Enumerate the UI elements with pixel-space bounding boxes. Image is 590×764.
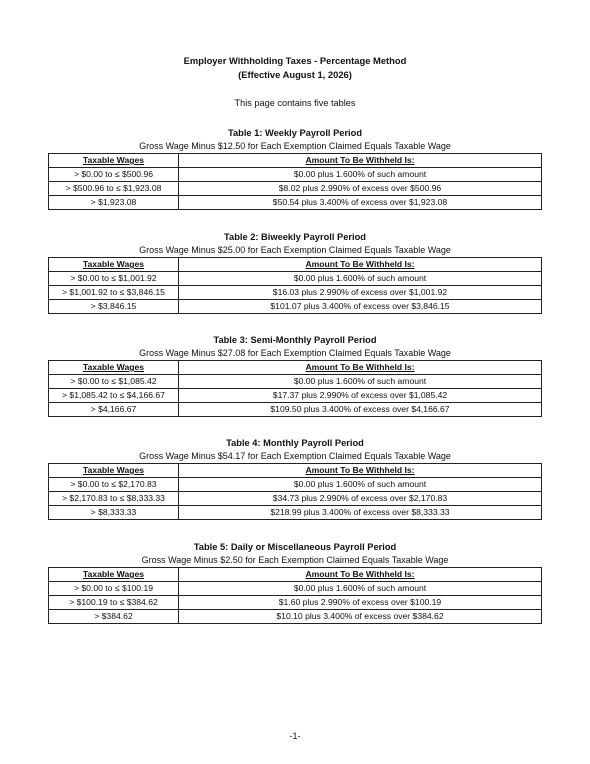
withholding-table-biweekly: [48, 257, 542, 314]
table-row: [49, 272, 542, 286]
table-section-1: [0, 127, 590, 210]
amount-withheld-cell: $17.37 plus 2.990% of excess over $1,085.42: [179, 389, 542, 403]
table-row: [49, 182, 542, 196]
taxable-wages-cell: > $0.00 to ≤ $1,001.92: [49, 272, 179, 286]
table-header-row: [49, 258, 542, 272]
table-row: [49, 286, 542, 300]
table-row: [49, 596, 542, 610]
table-subtitle: Gross Wage Minus $25.00 for Each Exemption Claimed Equals Taxable Wage: [139, 245, 451, 255]
column-header-amount-withheld: Amount To Be Withheld Is:: [179, 568, 542, 582]
table-subtitle: Gross Wage Minus $27.08 for Each Exemption Claimed Equals Taxable Wage: [139, 348, 451, 358]
taxable-wages-cell: > $8,333.33: [49, 506, 179, 520]
amount-withheld-cell: $16.03 plus 2.990% of excess over $1,001.92: [179, 286, 542, 300]
document-title-line-1: Employer Withholding Taxes - Percentage Method: [183, 55, 407, 66]
amount-withheld-cell: $0.00 plus 1.600% of such amount: [179, 375, 542, 389]
column-header-taxable-wages: Taxable Wages: [49, 361, 179, 375]
column-header-amount-withheld: Amount To Be Withheld Is:: [179, 154, 542, 168]
taxable-wages-cell: > $0.00 to ≤ $500.96: [49, 168, 179, 182]
table-row: [49, 506, 542, 520]
column-header-taxable-wages: Taxable Wages: [49, 154, 179, 168]
table-row: [49, 300, 542, 314]
document-intro: This page contains five tables: [234, 98, 356, 108]
table-row: [49, 582, 542, 596]
table-title: Table 5: Daily or Miscellaneous Payroll Period: [193, 542, 397, 552]
column-header-taxable-wages: Taxable Wages: [49, 258, 179, 272]
table-row: [49, 478, 542, 492]
amount-withheld-cell: $101.07 plus 3.400% of excess over $3,846.15: [179, 300, 542, 314]
column-header-amount-withheld: Amount To Be Withheld Is:: [179, 361, 542, 375]
taxable-wages-cell: > $500.96 to ≤ $1,923.08: [49, 182, 179, 196]
table-title: Table 4: Monthly Payroll Period: [226, 438, 364, 448]
withholding-table-daily-miscellaneous: [48, 567, 542, 624]
table-header-row: [49, 361, 542, 375]
column-header-amount-withheld: Amount To Be Withheld Is:: [179, 464, 542, 478]
table-row: [49, 389, 542, 403]
table-row: [49, 492, 542, 506]
taxable-wages-cell: > $384.62: [49, 610, 179, 624]
page-number: -1-: [289, 731, 301, 741]
table-title: Table 2: Biweekly Payroll Period: [224, 232, 366, 242]
amount-withheld-cell: $0.00 plus 1.600% of such amount: [179, 168, 542, 182]
table-row: [49, 168, 542, 182]
taxable-wages-cell: > $0.00 to ≤ $100.19: [49, 582, 179, 596]
column-header-taxable-wages: Taxable Wages: [49, 568, 179, 582]
taxable-wages-cell: > $0.00 to ≤ $2,170.83: [49, 478, 179, 492]
taxable-wages-cell: > $1,923.08: [49, 196, 179, 210]
document-title: [0, 54, 590, 82]
amount-withheld-cell: $109.50 plus 3.400% of excess over $4,166.67: [179, 403, 542, 417]
table-subtitle: Gross Wage Minus $54.17 for Each Exemption Claimed Equals Taxable Wage: [139, 451, 451, 461]
withholding-table-semi-monthly: [48, 360, 542, 417]
amount-withheld-cell: $50.54 plus 3.400% of excess over $1,923.08: [179, 196, 542, 210]
amount-withheld-cell: $0.00 plus 1.600% of such amount: [179, 272, 542, 286]
amount-withheld-cell: $10.10 plus 3.400% of excess over $384.62: [179, 610, 542, 624]
document-title-line-2: (Effective August 1, 2026): [238, 69, 352, 80]
table-row: [49, 196, 542, 210]
amount-withheld-cell: $8.02 plus 2.990% of excess over $500.96: [179, 182, 542, 196]
taxable-wages-cell: > $1,001.92 to ≤ $3,846.15: [49, 286, 179, 300]
table-subtitle: Gross Wage Minus $12.50 for Each Exemption Claimed Equals Taxable Wage: [139, 141, 451, 151]
table-row: [49, 375, 542, 389]
amount-withheld-cell: $0.00 plus 1.600% of such amount: [179, 582, 542, 596]
taxable-wages-cell: > $2,170.83 to ≤ $8,333.33: [49, 492, 179, 506]
taxable-wages-cell: > $3,846.15: [49, 300, 179, 314]
amount-withheld-cell: $0.00 plus 1.600% of such amount: [179, 478, 542, 492]
amount-withheld-cell: $218.99 plus 3.400% of excess over $8,333.33: [179, 506, 542, 520]
table-section-2: [0, 231, 590, 314]
taxable-wages-cell: > $1,085.42 to ≤ $4,166.67: [49, 389, 179, 403]
table-title: Table 3: Semi-Monthly Payroll Period: [213, 335, 377, 345]
taxable-wages-cell: > $4,166.67: [49, 403, 179, 417]
withholding-table-monthly: [48, 463, 542, 520]
table-section-3: [0, 334, 590, 417]
table-section-5: [0, 541, 590, 624]
column-header-taxable-wages: Taxable Wages: [49, 464, 179, 478]
table-header-row: [49, 154, 542, 168]
table-section-4: [0, 437, 590, 520]
taxable-wages-cell: > $0.00 to ≤ $1,085.42: [49, 375, 179, 389]
withholding-table-weekly: [48, 153, 542, 210]
table-subtitle: Gross Wage Minus $2.50 for Each Exemption Claimed Equals Taxable Wage: [141, 555, 449, 565]
table-row: [49, 403, 542, 417]
amount-withheld-cell: $34.73 plus 2.990% of excess over $2,170.83: [179, 492, 542, 506]
table-row: [49, 610, 542, 624]
table-header-row: [49, 568, 542, 582]
amount-withheld-cell: $1.60 plus 2.990% of excess over $100.19: [179, 596, 542, 610]
table-title: Table 1: Weekly Payroll Period: [228, 128, 362, 138]
table-header-row: [49, 464, 542, 478]
taxable-wages-cell: > $100.19 to ≤ $384.62: [49, 596, 179, 610]
column-header-amount-withheld: Amount To Be Withheld Is:: [179, 258, 542, 272]
